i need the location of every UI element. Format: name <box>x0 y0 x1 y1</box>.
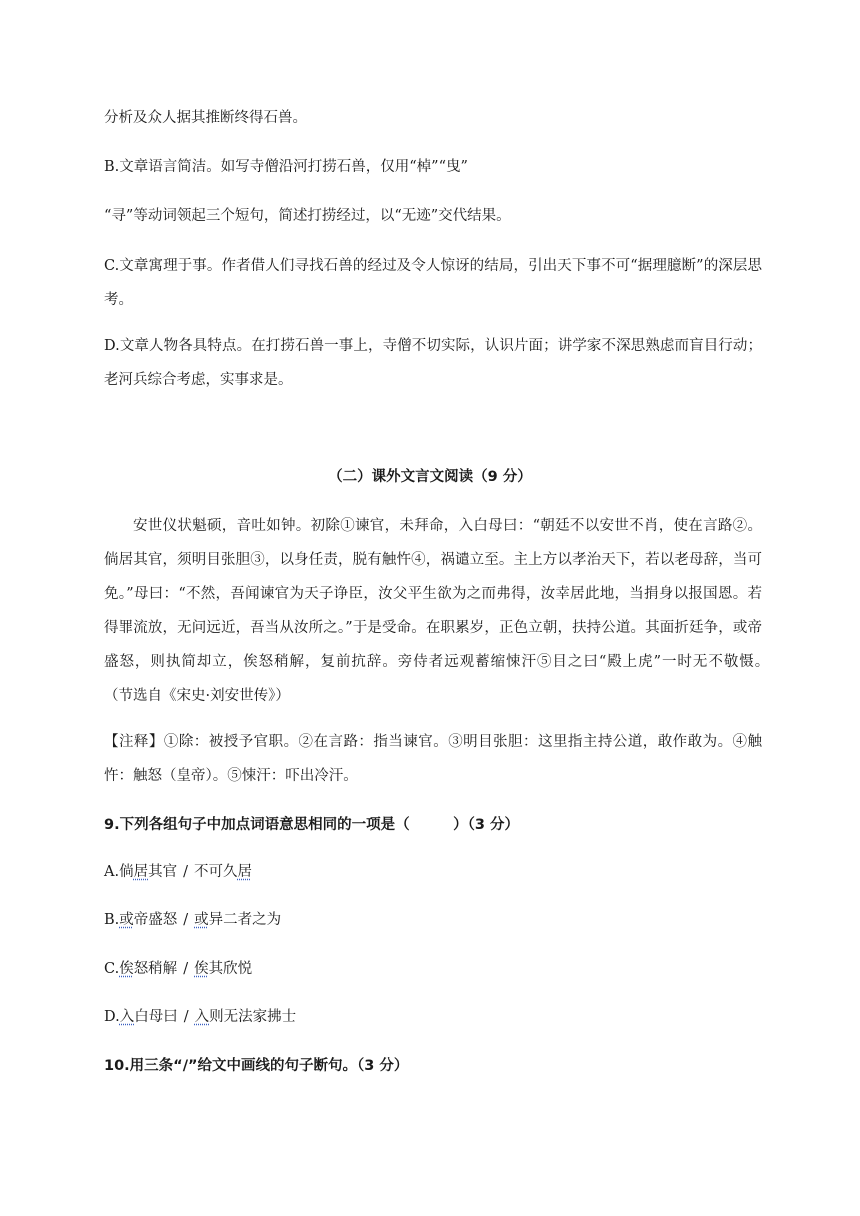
question-10-title: 10.用三条“/”给文中画线的句子断句。（3 分） <box>104 1058 409 1074</box>
dotted-word: 俟 <box>119 961 134 977</box>
question-9-title: 9.下列各组句子中加点词语意思相同的一项是（ ）（3 分） <box>104 817 519 833</box>
section-heading: （二）课外文言文阅读（9 分） <box>328 469 532 485</box>
option-a-continuation: 分析及众人据其推断终得石兽。 <box>104 110 307 126</box>
option-b-line-1: B.文章语言简洁。如写寺僧沿河打捞石兽，仅用“棹”“曳” <box>104 159 468 175</box>
dotted-word: 居 <box>237 864 252 880</box>
annotation-notes: 【注释】①除：被授予官职。②在言路：指当谏官。③明目张胆：这里指主持公道，敢作敢为。④触忤：触怒（皇帝）。⑤悚汗：吓出冷汗。 <box>104 734 762 784</box>
dotted-word: 或 <box>119 912 134 928</box>
dotted-word: 入 <box>119 1009 135 1025</box>
q9-option-c: C.俟怒稍解 / 俟其欣悦 <box>104 961 253 977</box>
dotted-word: 入 <box>194 1009 210 1025</box>
option-b-line-2: “寻”等动词领起三个短句，简述打捞经过，以“无迹”交代结果。 <box>104 208 511 224</box>
option-d-text: D.文章人物各具特点。在打捞石兽一事上，寺僧不切实际，认识片面；讲学家不深思熟虑而盲目行动；老河兵综合考虑，实事求是。 <box>104 338 762 388</box>
dotted-word: 居 <box>133 864 149 880</box>
classical-passage: 安世仪状魁硕，音吐如钟。初除①谏官，未拜命，入白母曰：“朝廷不以安世不肖，使在言路②。倘居其官，须明目张胆③，以身任责，脱有触忤④，祸谴立至。主上方以孝治天下，若以老母辞，当可免。”母曰：“不然，吾闻谏官为天子诤臣，汝父平生欲为之而弗得，汝幸居此地，当捐身以报国恩。若得罪流放，无问远近，吾当从汝所之。”于是受命。在职累岁，正色立朝，扶持公道。其面折廷争，或帝盛怒，则执简却立，俟怒稍解，复前抗辞。旁侍者远观蓄缩悚汗⑤目之曰“殿上虎”一时无不敬慑。 （节选自《宋史·刘安世传》） <box>104 518 791 704</box>
q9-option-d: D.入白母曰 / 入则无法家拂士 <box>104 1009 297 1025</box>
option-c-text: C.文章寓理于事。作者借人们寻找石兽的经过及令人惊讶的结局，引出天下事不可“据理臆断”的深层思考。 <box>104 258 762 308</box>
dotted-word: 或 <box>194 912 209 928</box>
q9-option-b: B.或帝盛怒 / 或异二者之为 <box>104 912 282 928</box>
dotted-word: 俟 <box>194 961 209 977</box>
q9-option-a: A.倘居其官 / 不可久居 <box>104 864 252 880</box>
